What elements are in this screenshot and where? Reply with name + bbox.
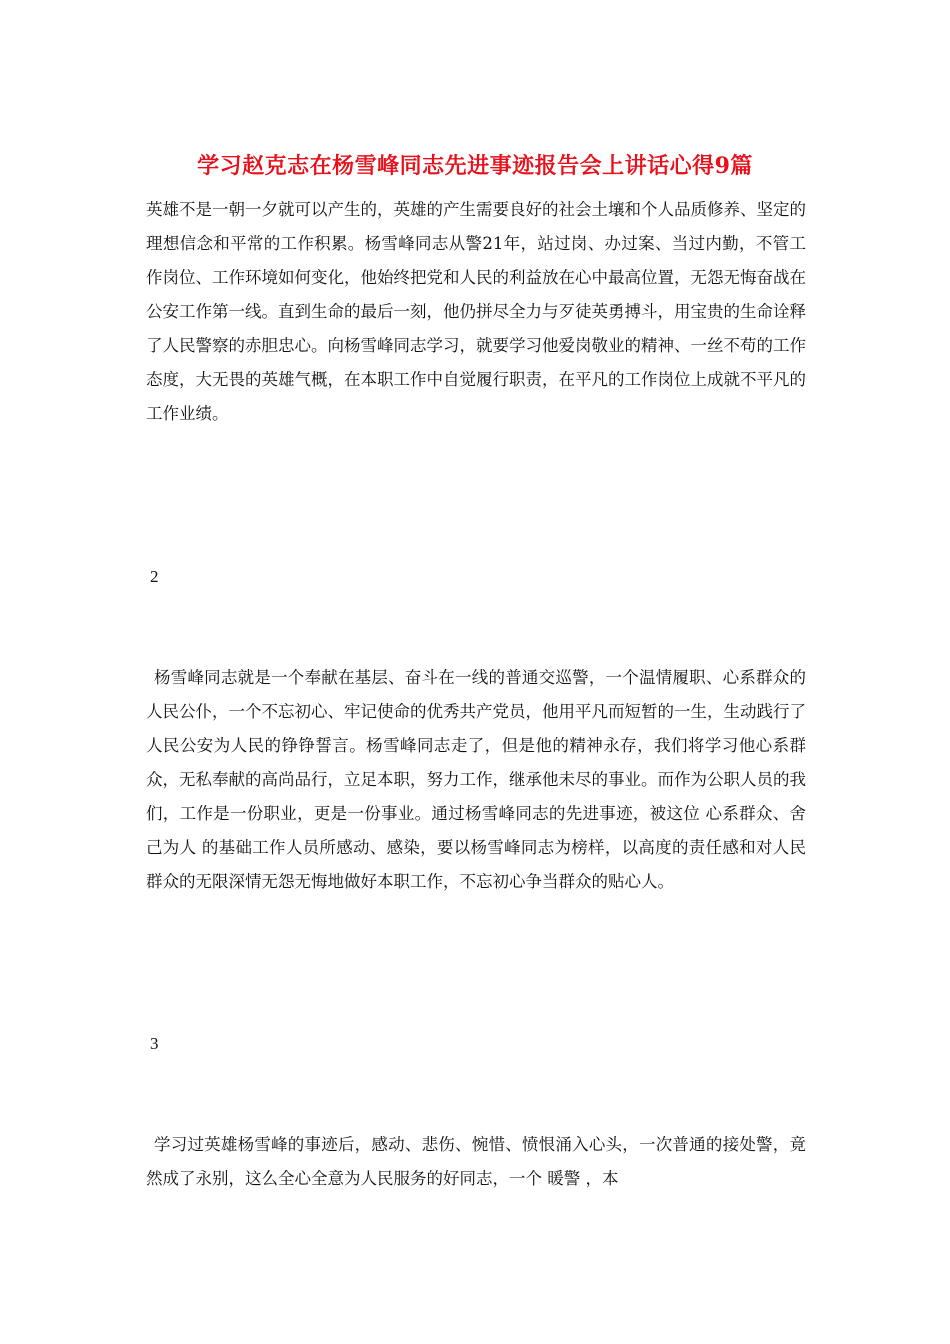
- section-number-3: 3: [150, 1034, 159, 1053]
- paragraph-1: 英雄不是一朝一夕就可以产生的，英雄的产生需要良好的社会土壤和个人品质修养、坚定的理想信念和平常的工作积累。杨雪峰同志从警21年，站过岗、办过案、当过内勤，不管工作岗位、工作环境如何变化，他始终把党和人民的利益放在心中最高位置，无怨无悔奋战在公安工作第一线。直到生命的最后一刻，他仍拼尽全力与歹徒英勇搏斗，用宝贵的生命诠释了人民警察的赤胆忠心。向杨雪峰同志学习，就要学习他爱岗敬业的精神、一丝不苟的工作态度，大无畏的英雄气概，在本职工作中自觉履行职责，在平凡的工作岗位上成就不平凡的工作业绩。: [146, 200, 806, 423]
- paragraph-2: 杨雪峰同志就是一个奉献在基层、奋斗在一线的普通交巡警，一个温情履职、心系群众的人民公仆，一个不忘初心、牢记使命的优秀共产党员，他用平凡而短暂的一生，生动践行了人民公安为人民的铮铮誓言。杨雪峰同志走了，但是他的精神永存，我们将学习他心系群众，无私奉献的高尚品行，立足本职，努力工作，继承他未尽的事业。而作为公职人员的我们，工作是一份职业，更是一份事业。通过杨雪峰同志的先进事迹，被这位 心系群众、舍己为人 的基础工作人员所感动、感染，要以杨雪峰同志为榜样，以高度的责任感和对人民群众的无限深情无怨无悔地做好本职工作，不忘初心争当群众的贴心人。: [146, 668, 806, 891]
- document-title: 学习赵克志在杨雪峰同志先进事迹报告会上讲话心得9篇: [197, 153, 753, 179]
- section-number-2: 2: [150, 567, 159, 586]
- paragraph-3: 学习过英雄杨雪峰的事迹后，感动、悲伤、惋惜、愤恨涌入心头，一次普通的接处警，竟然成了永别，这么全心全意为人民服务的好同志，一个 暖警 ，本: [146, 1135, 806, 1188]
